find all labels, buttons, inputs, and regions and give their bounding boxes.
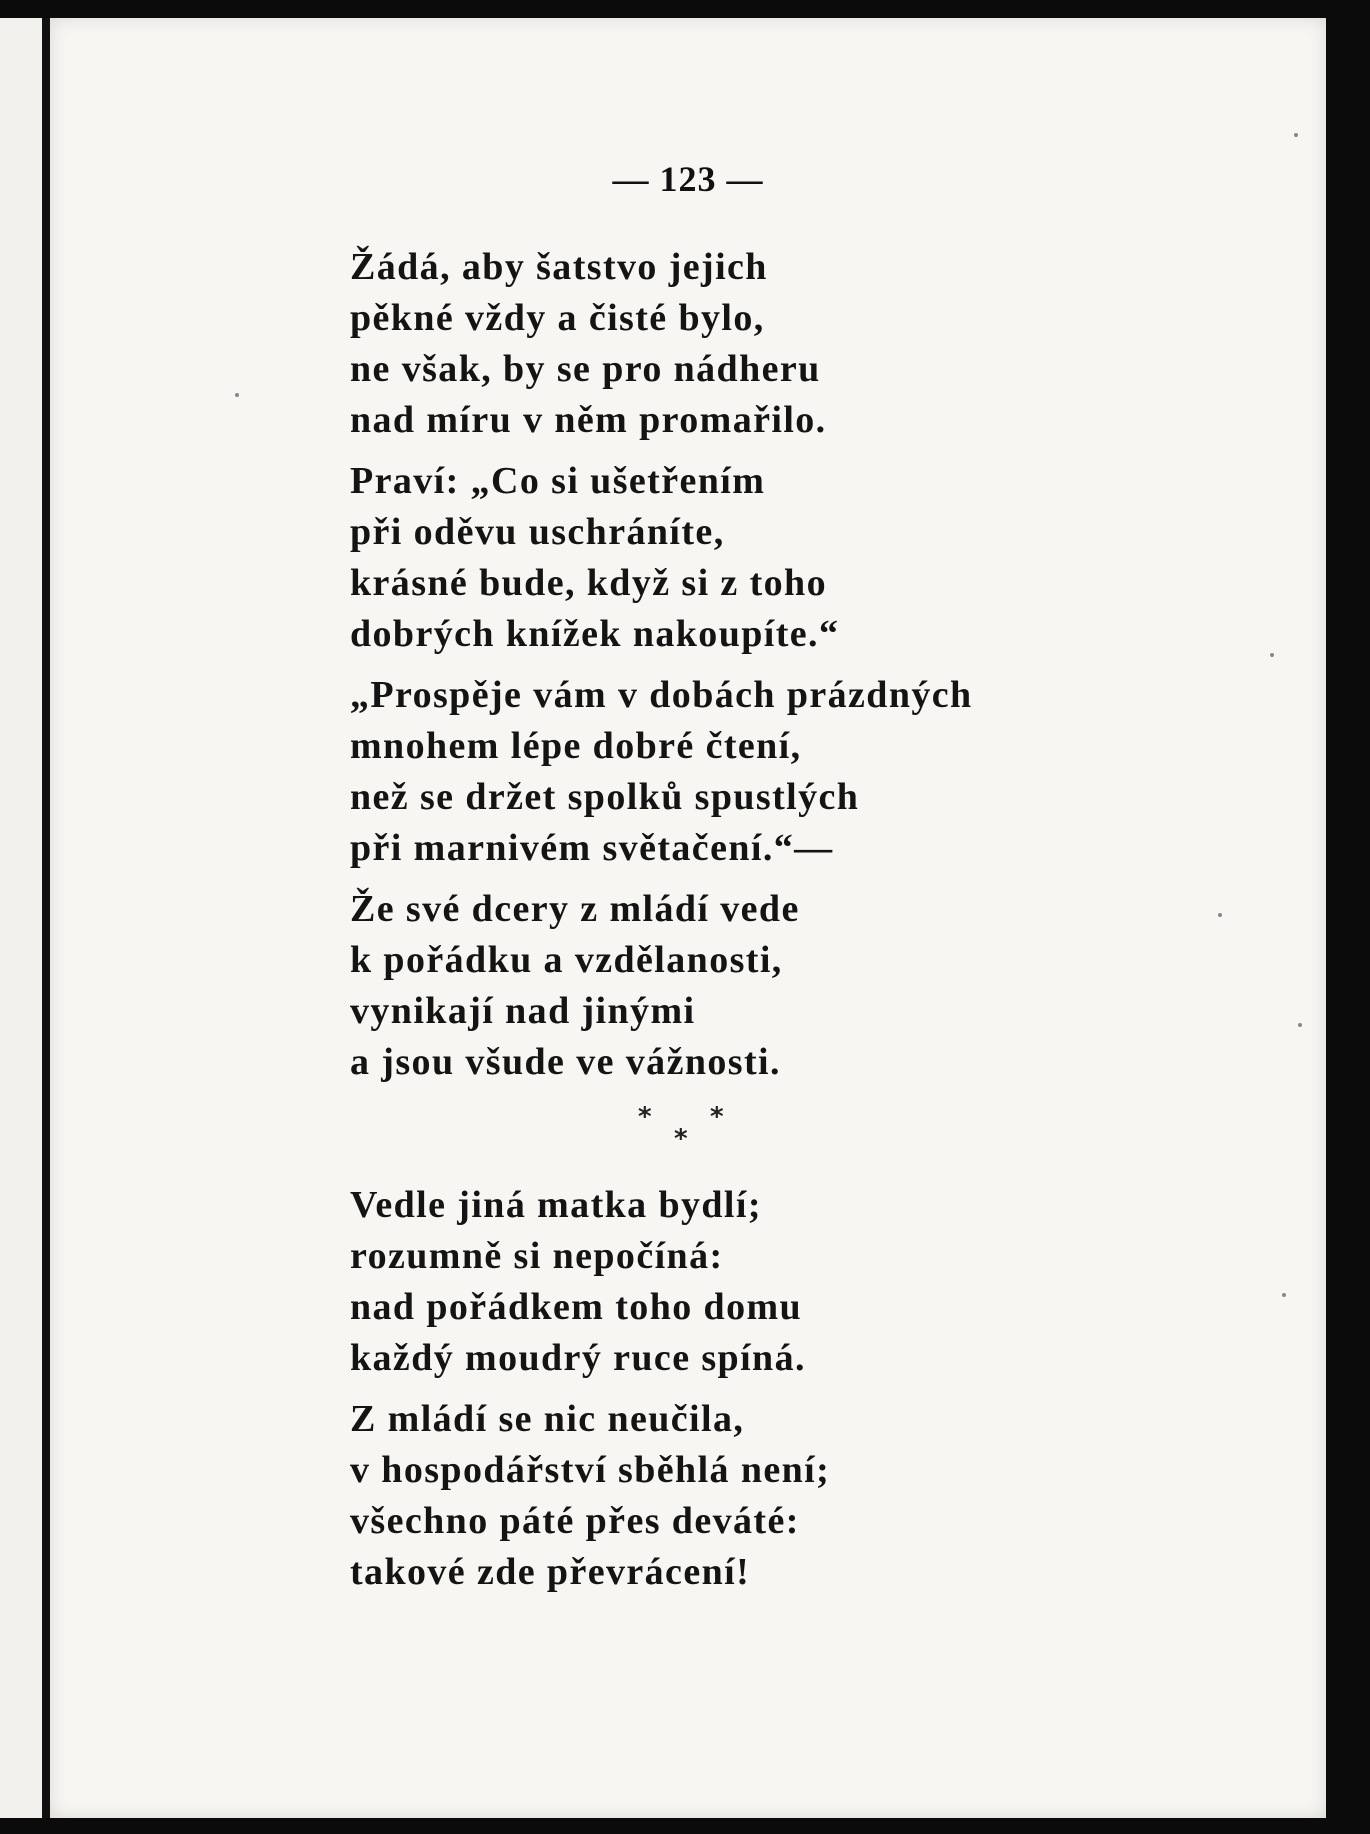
asterisk-left: * <box>638 1102 653 1132</box>
poem-line: pěkné vždy a čisté bylo, <box>350 297 765 339</box>
stanza-4 <box>350 884 1050 1088</box>
poem-line: při marnivém světačení.“— <box>350 827 834 869</box>
poem-line: v hospodářství sběhlá není; <box>350 1449 831 1491</box>
poem-line: než se držet spolků spustlých <box>350 776 860 818</box>
poem-line: a jsou všude ve vážnosti. <box>350 1041 781 1083</box>
poem-line: vynikají nad jinými <box>350 990 696 1032</box>
scan-speck <box>1282 1293 1286 1297</box>
poem-line: Žádá, aby šatstvo jejich <box>350 246 768 288</box>
stanza-3 <box>350 670 1050 874</box>
poem-line: dobrých knížek nakoupíte.“ <box>350 613 840 655</box>
poem-line: všechno páté přes deváté: <box>350 1500 800 1542</box>
poem-line: Že své dcery z mládí vede <box>350 888 800 930</box>
poem-line: při oděvu uschráníte, <box>350 511 725 553</box>
scan-speck <box>235 393 239 397</box>
poem-line: rozumně si nepočíná: <box>350 1235 724 1277</box>
poem-line: Vedle jiná matka bydlí; <box>350 1184 762 1226</box>
page-number: — 123 — <box>612 159 764 199</box>
poem-line: „Prospěje vám v dobách prázdných <box>350 674 973 716</box>
poem-line: ne však, by se pro nádheru <box>350 348 821 390</box>
poem-line: nad pořádkem toho domu <box>350 1286 803 1328</box>
poem-line: nad míru v něm promařilo. <box>350 399 827 441</box>
poem-text <box>350 242 1050 1608</box>
poem-line: Praví: „Co si ušetřením <box>350 460 766 502</box>
section-separator <box>350 1098 1050 1170</box>
asterisk-bottom: * <box>674 1124 689 1154</box>
scan-speck <box>1218 913 1222 917</box>
poem-line: Z mládí se nic neučila, <box>350 1398 745 1440</box>
stanza-5 <box>350 1180 1050 1384</box>
scan-speck <box>1298 1023 1302 1027</box>
scan-speck <box>1270 653 1274 657</box>
poem-line: takové zde převrácení! <box>350 1551 751 1593</box>
stanza-2 <box>350 456 1050 660</box>
asterisk-right: * <box>710 1102 725 1132</box>
stanza-6 <box>350 1394 1050 1598</box>
poem-line: každý moudrý ruce spíná. <box>350 1337 806 1379</box>
poem-line: k pořádku a vzdělanosti, <box>350 939 783 981</box>
previous-page-edge <box>0 18 50 1818</box>
scan-speck <box>1294 133 1298 137</box>
poem-line: mnohem lépe dobré čtení, <box>350 725 802 767</box>
stanza-1 <box>350 242 1050 446</box>
poem-line: krásné bude, když si z toho <box>350 562 827 604</box>
